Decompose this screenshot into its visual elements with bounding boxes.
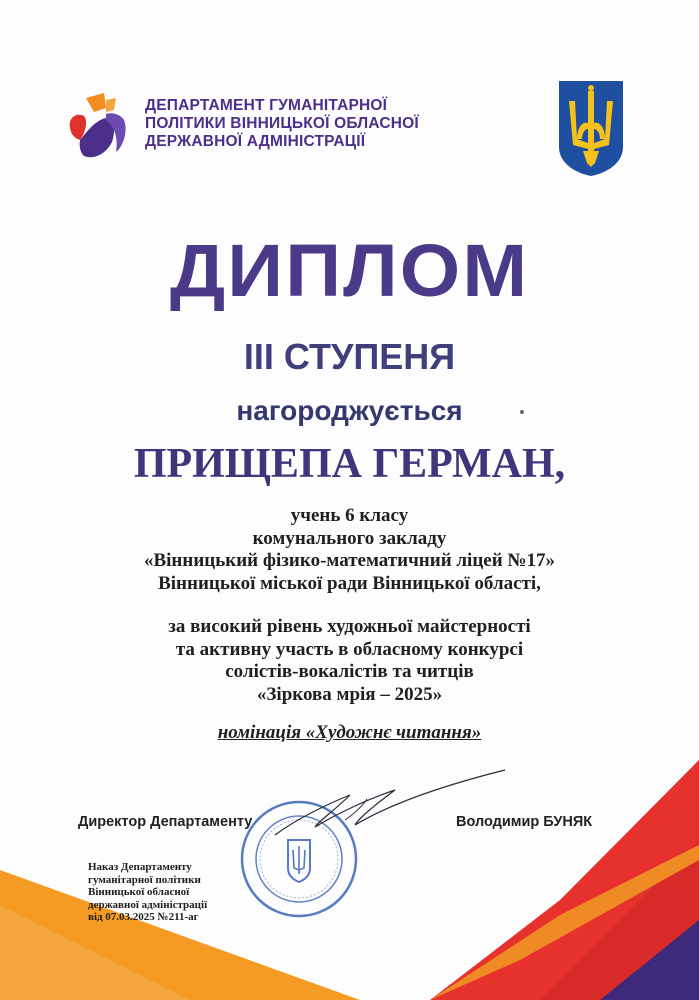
- detail-line: «Вінницький фізико-математичний ліцей №17»: [143, 550, 555, 571]
- reason-line: за високий рівень художньої майстерності: [168, 616, 531, 637]
- diploma-degree: ІІІ СТУПЕНЯ: [243, 336, 456, 377]
- order-reference: [88, 861, 207, 924]
- department-name: [145, 97, 445, 151]
- detail-line: учень 6 класу: [290, 505, 409, 526]
- coat-of-arms-icon: [555, 77, 627, 177]
- reason-line: та активну участь в обласному конкурсі: [175, 638, 524, 660]
- department-line: ПОЛІТИКИ ВІННИЦЬКОЇ ОБЛАСНОЇ: [145, 115, 419, 132]
- detail-line: комунального закладу: [252, 527, 447, 549]
- reason-line: «Зіркова мрія – 2025»: [256, 683, 443, 705]
- recipient-name: ПРИЩЕПА ГЕРМАН,: [133, 441, 566, 487]
- detail-line: Вінницької міської ради Вінницької області,: [158, 572, 541, 594]
- department-line: ДЕПАРТАМЕНТ ГУМАНІТАРНОЇ: [145, 97, 388, 114]
- order-line: гуманітарної політики: [88, 873, 201, 886]
- diploma-title: ДИПЛОМ: [169, 229, 530, 312]
- nomination: [0, 722, 699, 744]
- signatory-name: Володимир БУНЯК: [456, 814, 593, 830]
- nomination-text: номінація «Художнє читання»: [217, 722, 482, 743]
- department-logo: [66, 90, 134, 162]
- speck: [520, 410, 524, 414]
- handwritten-signature: [255, 765, 515, 845]
- department-line: ДЕРЖАВНОЇ АДМІНІСТРАЦІЇ: [145, 133, 366, 150]
- award-reason: [0, 616, 699, 706]
- signatory-title: Директор Департаменту: [78, 814, 253, 830]
- order-line: Наказ Департаменту: [88, 861, 192, 873]
- order-line: державної адміністрації: [88, 898, 208, 911]
- awarded-label: нагороджується: [236, 395, 463, 426]
- recipient-details: [0, 505, 699, 595]
- order-line: Вінницької обласної: [88, 886, 190, 899]
- reason-line: солістів-вокалістів та читців: [225, 661, 474, 682]
- order-line: від 07.03.2025 №211-аг: [88, 911, 199, 924]
